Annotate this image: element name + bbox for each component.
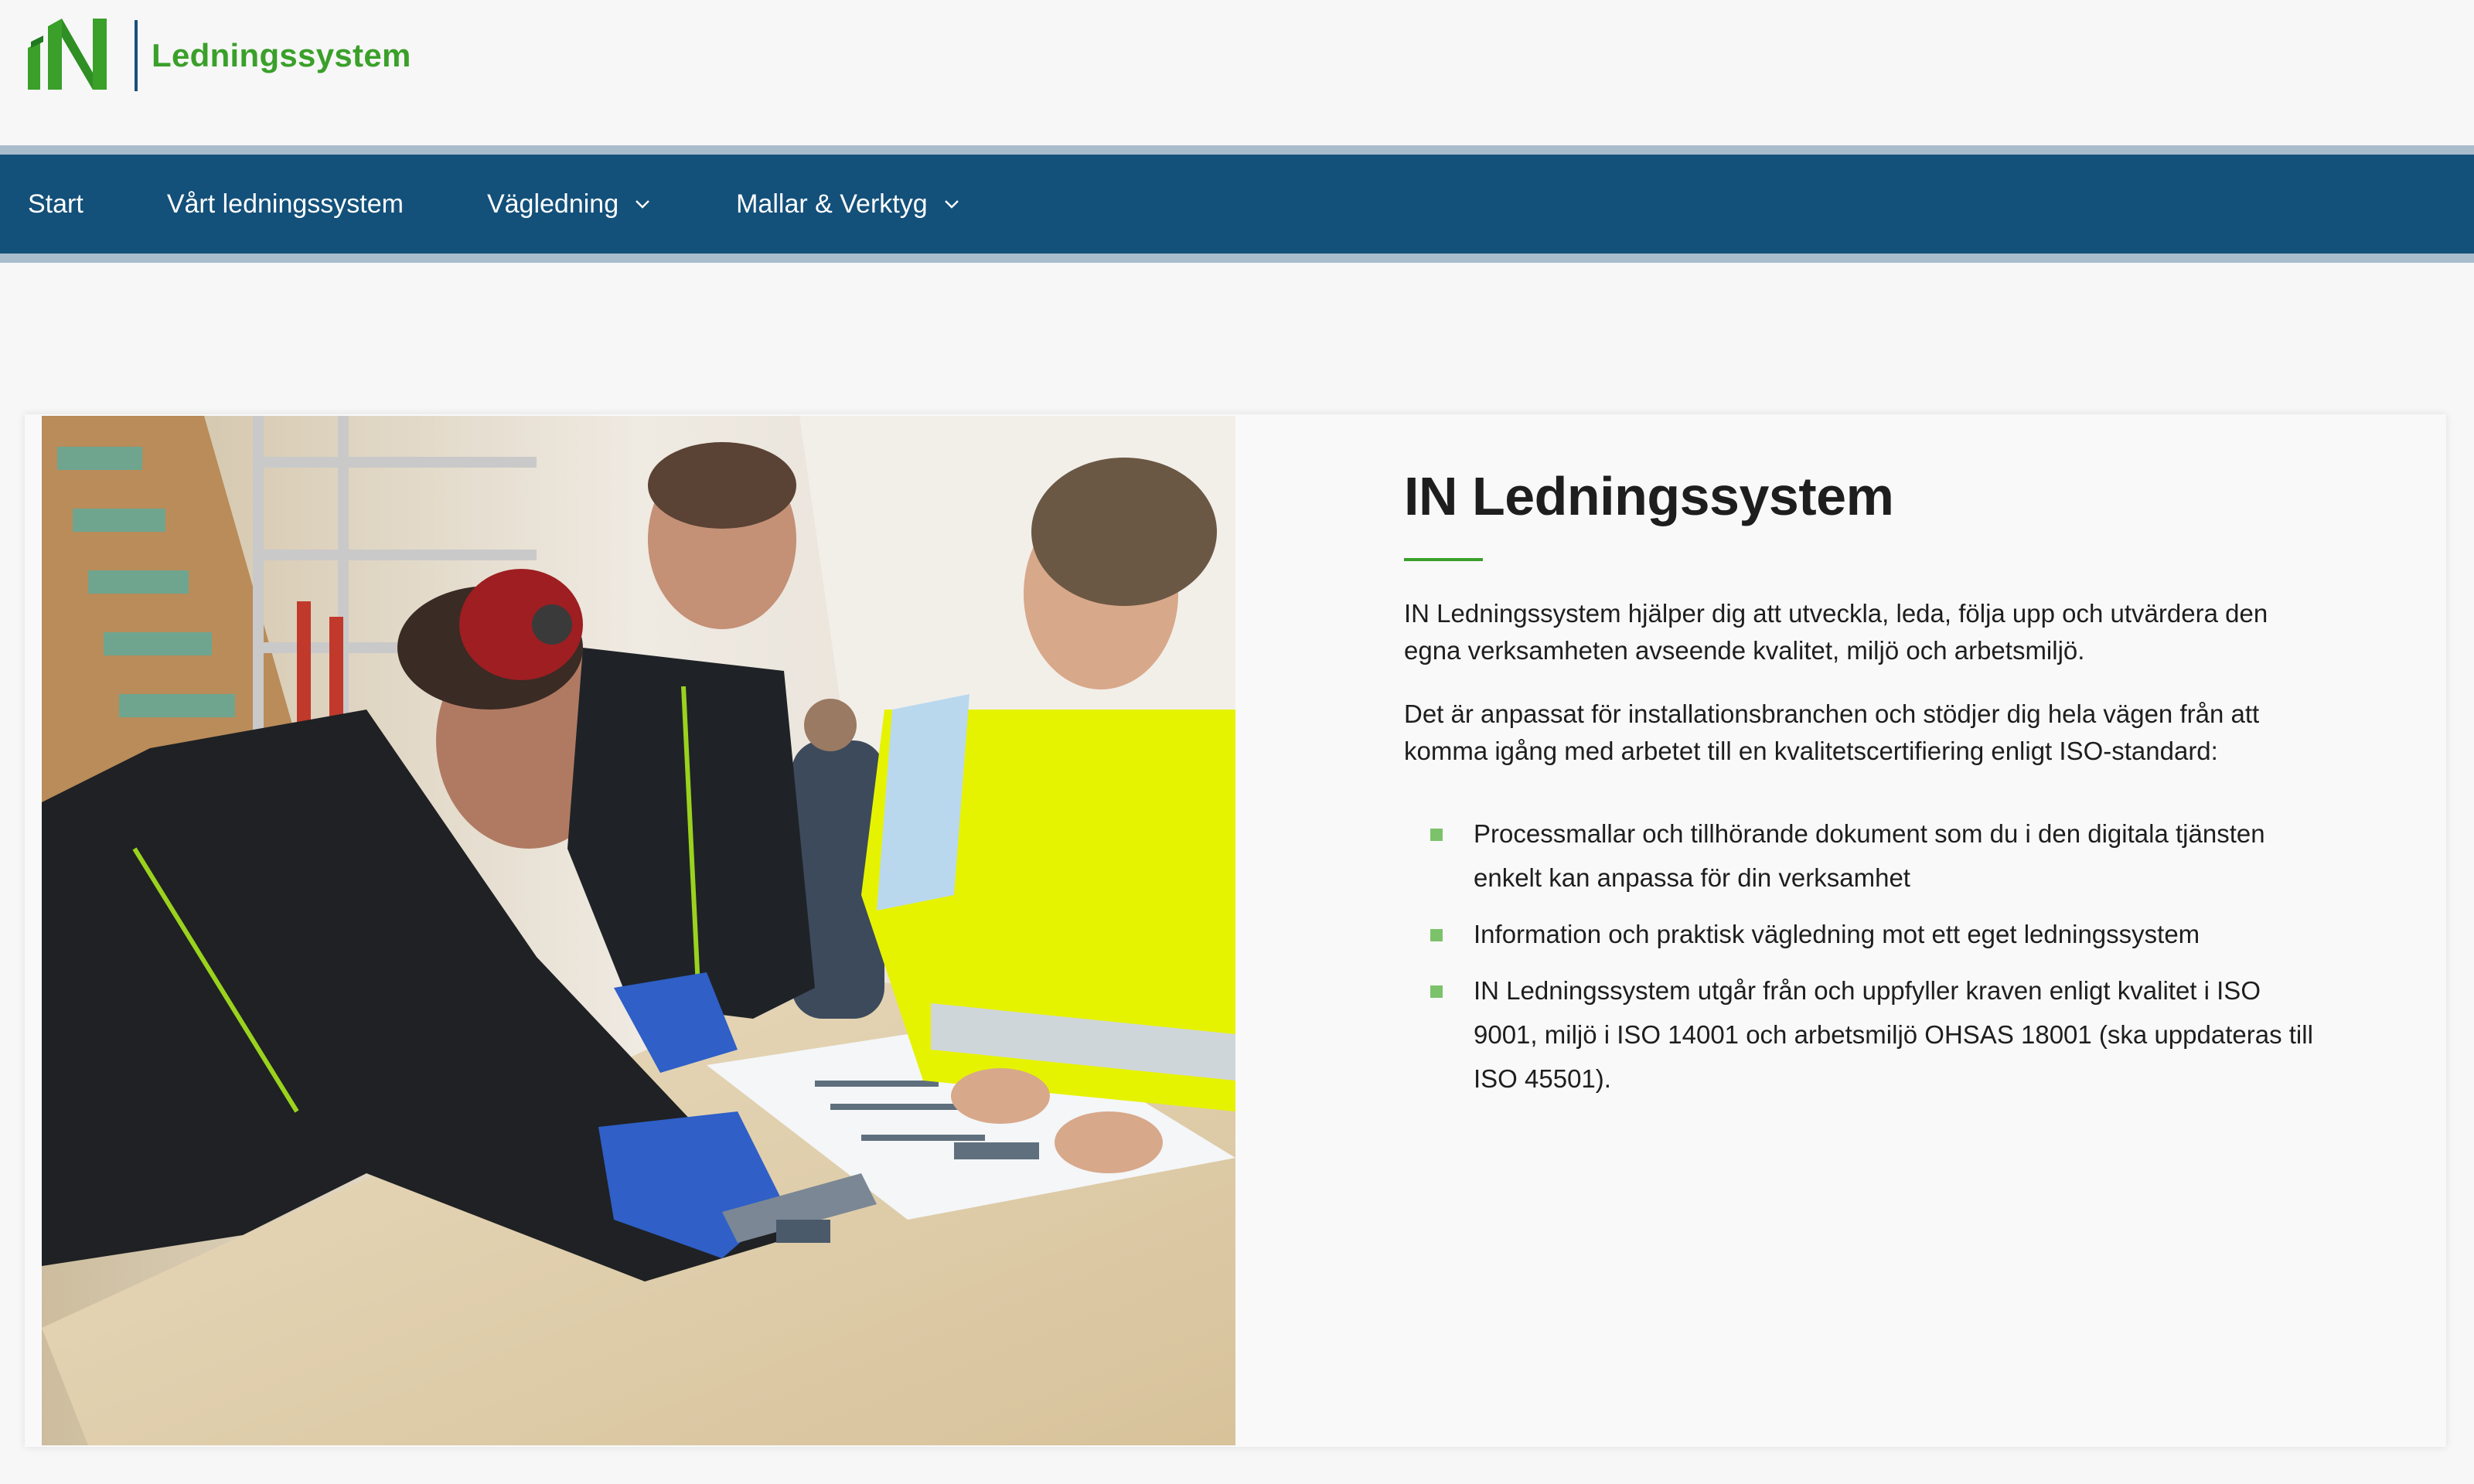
brand-name: Ledningssystem: [152, 37, 411, 73]
intro-paragraph: Det är anpassat för installationsbranchen och stödjer dig hela vägen från att komma igång med arbetet till en kvalitetscertifiering enligt ISO-standard:: [1404, 699, 2260, 765]
list-item-text: Processmallar och tillhörande dokument som du i den digitala tjänsten enkelt kan anpassa för din verksamhet: [1474, 819, 2265, 892]
nav-item-start[interactable]: [28, 189, 83, 220]
site-header: [0, 0, 2474, 145]
page-title: IN Ledningssystem: [1404, 466, 1894, 526]
workers-reviewing-plans-image: [42, 416, 1235, 1445]
square-bullet-icon: [1430, 985, 1443, 998]
square-bullet-icon: [1430, 829, 1443, 841]
nav-item-vagledning[interactable]: [487, 189, 653, 220]
nav-item-label: Vägledning: [486, 189, 619, 219]
list-item: [1404, 968, 2316, 1101]
hero-card: [25, 414, 2446, 1447]
title-underline: [1404, 558, 1483, 561]
site-logo[interactable]: [28, 19, 411, 93]
logo-divider: [135, 20, 138, 91]
chevron-down-icon: [632, 194, 653, 214]
list-item-text: Information och praktisk vägledning mot ett eget ledningssystem: [1474, 920, 2200, 948]
nav-item-label: Mallar & Verktyg: [736, 189, 928, 219]
nav-item-label: Vårt ledningssystem: [166, 189, 404, 219]
hero-content: [1404, 464, 2316, 1113]
nav-item-label: Start: [28, 189, 83, 219]
nav-bottom-border: [0, 254, 2474, 263]
nav-item-vart-ledningssystem[interactable]: [167, 189, 404, 220]
feature-list: [1404, 812, 2316, 1101]
nav-item-mallar-verktyg[interactable]: [736, 189, 962, 220]
list-item: [1404, 812, 2316, 900]
in-logo-icon: [28, 19, 107, 93]
list-item: [1404, 912, 2316, 956]
square-bullet-icon: [1430, 929, 1443, 941]
main-nav: [0, 155, 2474, 254]
chevron-down-icon: [942, 194, 962, 214]
intro-paragraph: IN Ledningssystem hjälper dig att utveckla, leda, följa upp och utvärdera den egna verksamheten avseende kvalitet, miljö och arbetsmiljö.: [1404, 599, 2268, 665]
list-item-text: IN Ledningssystem utgår från och uppfyller kraven enligt kvalitet i ISO 9001, miljö i ISO 14001 och arbetsmiljö OHSAS 18001 (ska uppdateras till ISO 45501).: [1474, 976, 2313, 1093]
nav-top-border: [0, 145, 2474, 155]
